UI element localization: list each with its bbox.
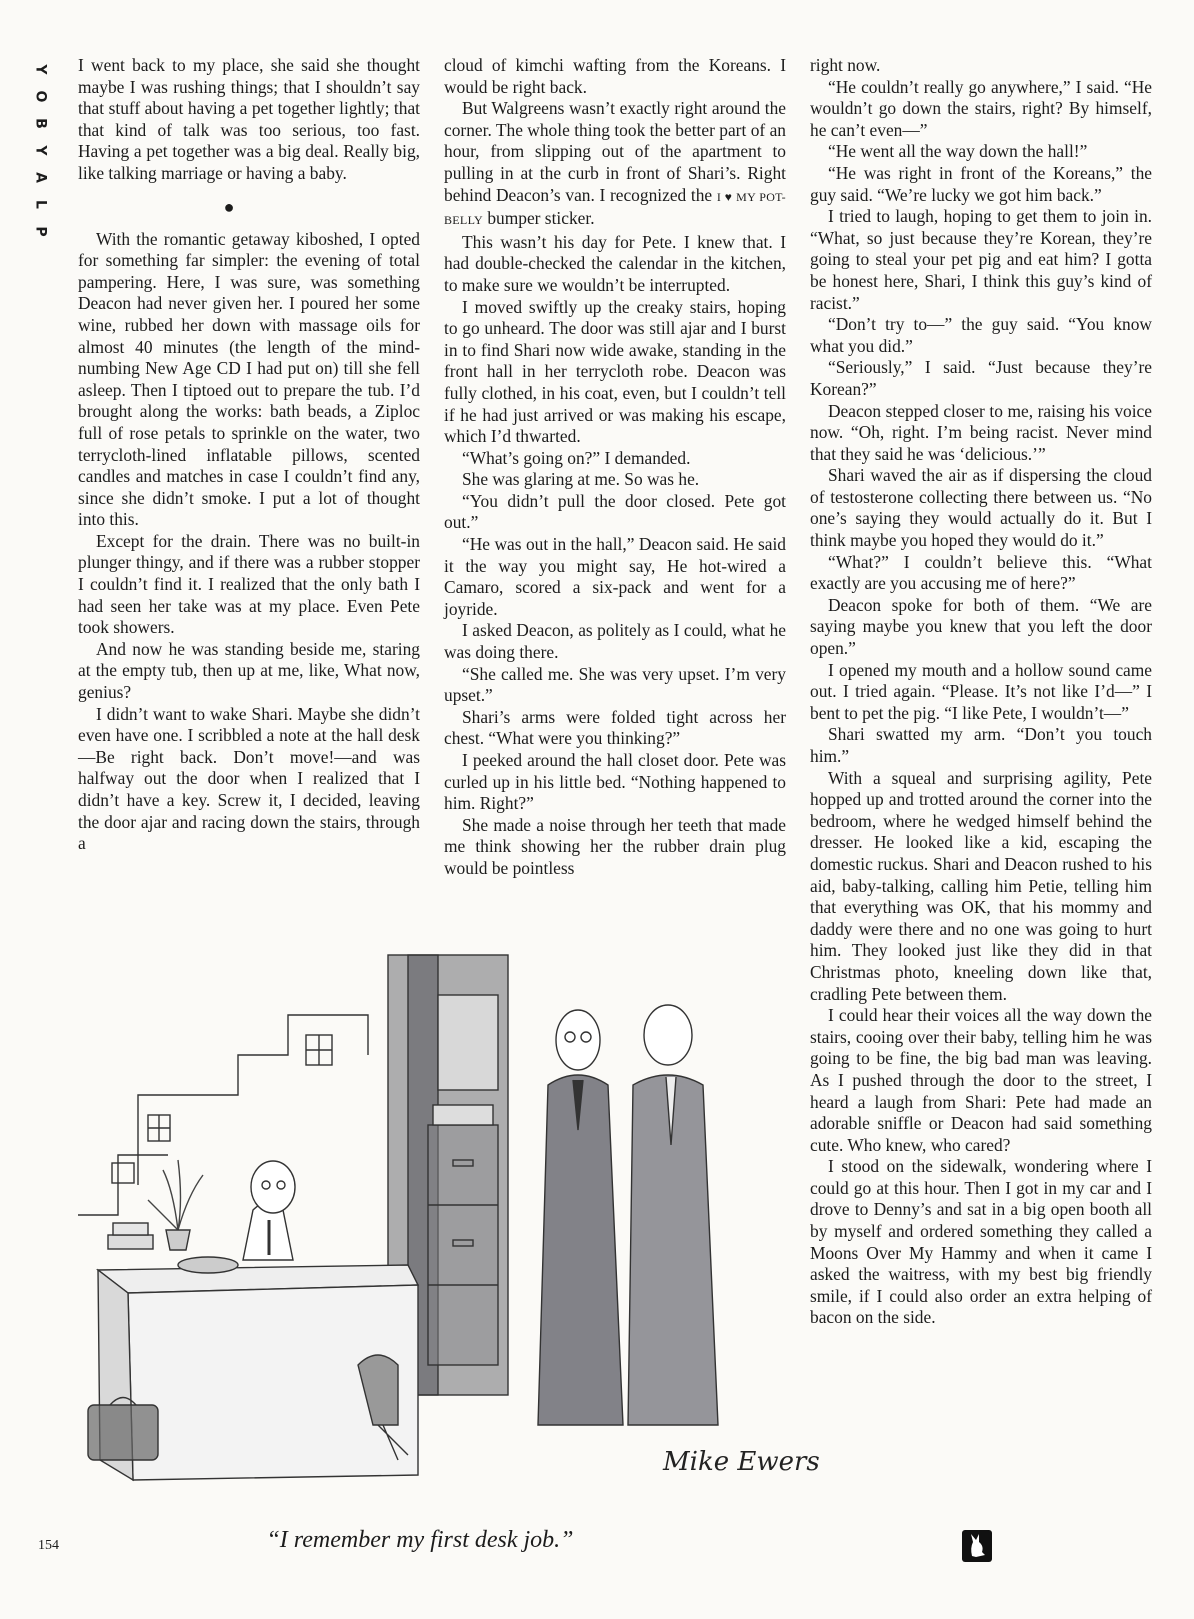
article-column-2	[444, 55, 786, 880]
section-break-bullet: ●	[223, 196, 235, 217]
cartoon-illustration	[78, 955, 820, 1525]
paragraph: “What?” I couldn’t believe this. “What exactly are you accusing me of here?”	[810, 551, 1152, 594]
paragraph	[444, 98, 786, 232]
masthead-letter: Y	[32, 64, 49, 75]
paragraph: I didn’t want to wake Shari. Maybe she didn’t even have one. I scribbled a note at the hall desk—Be right back. Don’t move!—and was halfway out the door when I realized that I didn’t have a key. Screw it, I decided, leaving the door ajar and racing down the stairs, through a	[78, 703, 420, 854]
paragraph: “Don’t try to—” the guy said. “You know what you did.”	[810, 314, 1152, 356]
paragraph: “Seriously,” I said. “Just because they’re Korean?”	[810, 357, 1152, 399]
bumper-sticker-text: I ♥ MY POT-BELLY	[444, 189, 786, 228]
masthead-letter: B	[32, 118, 49, 129]
paragraph: I went back to my place, she said she thought maybe I was rushing things; that I shouldn’t say that stuff about having a pet together lightly; that that kind of talk was too serious, too fast. Having a pet together was a big deal. Really big, like talking marriage or having a baby.	[78, 55, 420, 183]
paragraph: “He was out in the hall,” Deacon said. He said it the way you might say, He hot-wired a Camaro, scored a six-pack and went for a joyride.	[444, 534, 786, 619]
masthead-letter: P	[32, 226, 49, 237]
paragraph: “He went all the way down the hall!”	[828, 141, 1088, 162]
masthead-letter: A	[32, 172, 49, 183]
paragraph: “He couldn’t really go anywhere,” I said. “He wouldn’t go down the stairs, right? By himself, he can’t even—”	[810, 76, 1152, 140]
paragraph: I opened my mouth and a hollow sound came out. I tried again. “Please. It’s not like I’d—” I bent to pet the pig. “I like Pete, I wouldn’t—”	[810, 659, 1152, 723]
paragraph: I could hear their voices all the way down the stairs, cooing over their baby, telling him he was going to be fine, the big bad man was leaving. As I pushed through the door to the street, I heard a laugh from Shari: Pete had made an adorable sniffle or Deacon had said something cute. Who knew, who cared?	[810, 1005, 1152, 1155]
paragraph: She made a noise through her teeth that made me think showing her the rubber drain plug would be pointless	[444, 814, 786, 878]
paragraph: Except for the drain. There was no built-in plunger thingy, and if there was a rubber stopper I couldn’t find it. I realized that the only bath I had seen her take was at my place. Even Pete took showers.	[78, 530, 420, 638]
paragraph: Shari swatted my arm. “Don’t you touch him.”	[810, 724, 1152, 766]
paragraph: Shari’s arms were folded tight across her chest. “What were you thinking?”	[444, 706, 786, 749]
paragraph: She was glaring at me. So was he.	[462, 469, 700, 490]
paragraph: Shari waved the air as if dispersing the cloud of testosterone collecting there between us. “No one’s saying they would actually do it. But I think maybe you hoped they would do it.”	[810, 465, 1152, 551]
paragraph: And now he was standing beside me, staring at the empty tub, then up at me, like, What now, genius?	[78, 638, 420, 703]
article-column-3	[810, 55, 1152, 1329]
paragraph-text: bumper sticker.	[487, 208, 595, 229]
paragraph: right now.	[810, 55, 881, 75]
paragraph: I moved swiftly up the creaky stairs, hoping to go unheard. The door was still ajar and I burst in to find Shari now wide awake, standing in the front hall in her terrycloth robe. Deacon was fully clothed, in his coat, even, but I couldn’t tell if he had just arrived or was making his escape, which I’d thwarted.	[444, 296, 786, 447]
paragraph: With the romantic getaway kiboshed, I opted for something far simpler: the evening of total pampering. Here, I was sure, was something Deacon had never given her. I poured her some wine, rubbed her down with massage oils for almost 40 minutes (the length of the mind-numbing New Age CD I had put on) till she fell asleep. Then I tiptoed out to prepare the tub. I’d brought along the works: bath beads, a Ziploc full of rose petals to sprinkle on the water, two terrycloth-lined inflatable pillows, scented candles and matches in case I couldn’t find any, since she didn’t smoke. I put a lot of thought into this.	[78, 228, 420, 530]
paragraph: I stood on the sidewalk, wondering where I could go at this hour. Then I got in my car and I drove to Denny’s and sat in a big open booth all by myself and ordered something they called a Moons Over My Hammy and when it came I asked the waitress, with my best big friendly smile, if I could also order an extra helping of bacon on the side.	[810, 1156, 1152, 1328]
paragraph: This wasn’t his day for Pete. I knew that. I had double-checked the calendar in the kitchen, to make sure we wouldn’t be interrupted.	[444, 231, 786, 295]
masthead-letter: O	[32, 90, 49, 103]
cartoon-caption: “I remember my first desk job.”	[266, 1527, 574, 1553]
paragraph: “He was right in front of the Koreans,” the guy said. “We’re lucky we got him back.”	[810, 162, 1152, 205]
paragraph: “You didn’t pull the door closed. Pete got out.”	[444, 490, 786, 533]
paragraph: Deacon stepped closer to me, raising his voice now. “Oh, right. I’m being racist. Never mind that they said he was ‘delicious.’”	[810, 400, 1152, 464]
paragraph: I asked Deacon, as politely as I could, what he was doing there.	[444, 620, 786, 663]
paragraph: “She called me. She was very upset. I’m very upset.”	[444, 663, 786, 706]
paragraph: “What’s going on?” I demanded.	[462, 447, 691, 468]
paragraph: I tried to laugh, hoping to get them to join in. “What, so just because they’re Korean, they’re going to steal your pet pig and eat him? I gotta be honest here, Shari, I think this guy’s kind of racist.”	[810, 206, 1152, 313]
cartoon-signature: Mike Ewers	[663, 1447, 820, 1477]
paragraph: I peeked around the hall closet door. Pete was curled up in his little bed. “Nothing happened to him. Right?”	[444, 750, 786, 814]
paragraph: cloud of kimchi wafting from the Koreans. I would be right back.	[444, 55, 786, 97]
paragraph: With a squeal and surprising agility, Pete hopped up and trotted around the corner into the bedroom, where he wedged himself behind the dresser. He looked like a kid, escaping the domestic ruckus. Shari and Deacon rushed to his aid, baby-talking, calling him Petie, telling him that everything was OK, that his mommy and daddy were there and no one was going to hurt him. They looked just like they did in that Christmas photo, kneeling down like that, cradling Pete between them.	[810, 767, 1152, 1004]
page-number: 154	[38, 1538, 59, 1553]
rabbit-head-logo-icon	[962, 1530, 992, 1562]
masthead-letter: Y	[32, 145, 49, 156]
paragraph: Deacon spoke for both of them. “We are saying maybe you knew that you left the door open.”	[810, 594, 1152, 659]
article-column-1	[78, 55, 420, 855]
paragraph-text: But Walgreens wasn’t exactly right around the corner. The whole thing took the better part of an hour, from slipping out of the apartment to pulling in at the curb in front of Shari’s. Right behind Deacon’s van. I recognized the	[444, 98, 786, 205]
masthead-letter: L	[32, 200, 49, 209]
